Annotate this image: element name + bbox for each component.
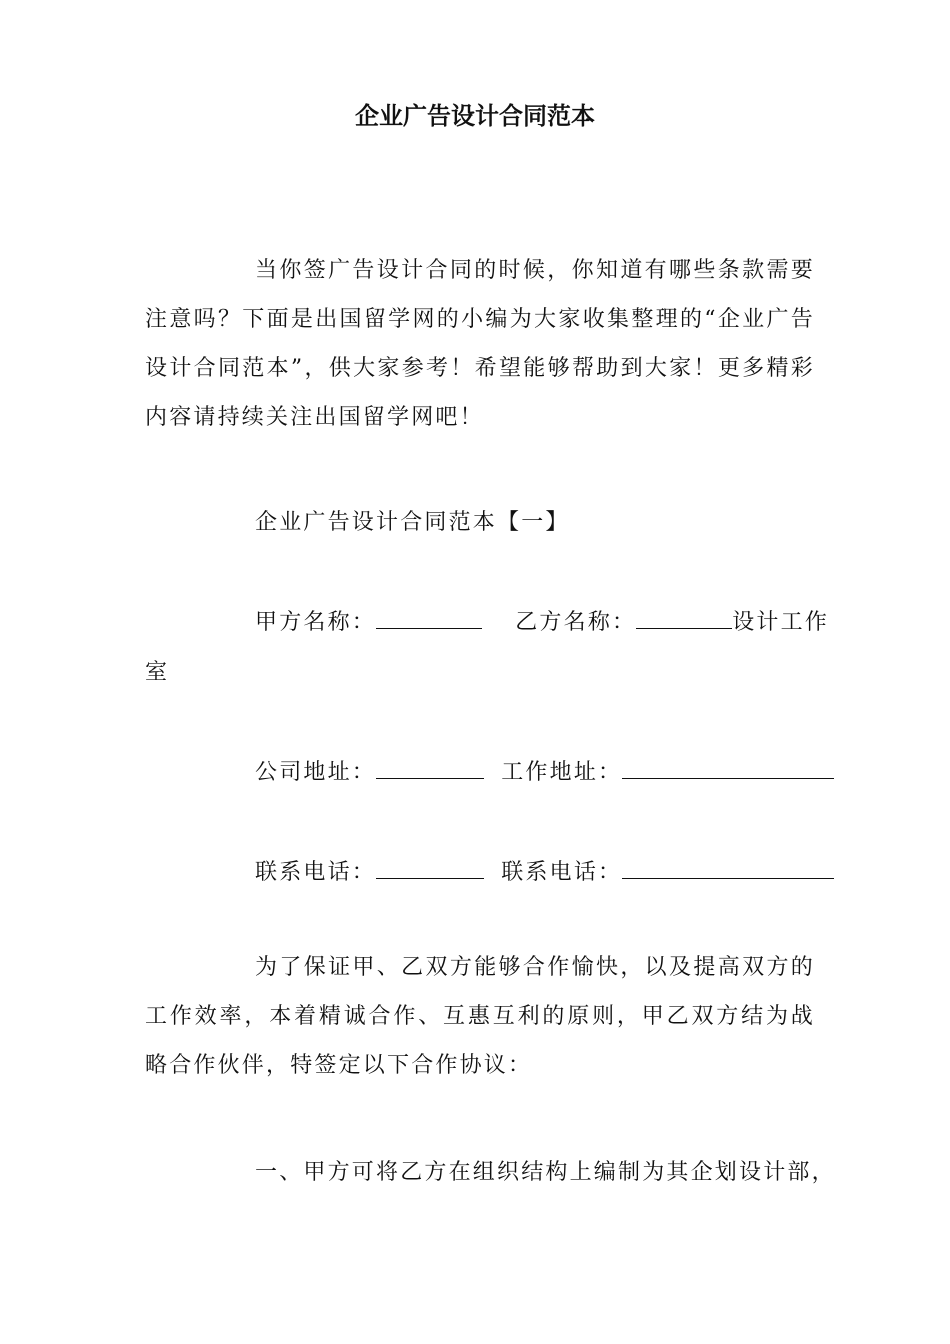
party-b-name-blank <box>636 608 732 629</box>
purpose-paragraph: 为了保证甲、乙双方能够合作愉快，以及提高双方的工作效率，本着精诚合作、互惠互利的原则，甲乙双方结为战略合作伙伴，特签定以下合作协议： <box>145 955 815 1078</box>
address-row <box>255 755 834 786</box>
clause-one: 一、甲方可将乙方在组织结构上编制为其企划设计部， <box>255 1160 836 1185</box>
company-address-label: 公司地址： <box>255 760 377 785</box>
party-a-name-blank <box>376 608 482 629</box>
phone-row <box>255 855 834 886</box>
work-address-blank <box>622 758 834 779</box>
phone-label-a: 联系电话： <box>255 860 377 885</box>
party-b-suffix: 设计工作 <box>732 610 830 635</box>
phone-label-b: 联系电话： <box>501 860 623 885</box>
party-a-name-label: 甲方名称： <box>255 610 377 635</box>
party-b-suffix-continuation: 室 <box>145 660 170 685</box>
party-names-row <box>255 605 829 636</box>
company-address-blank <box>376 758 484 779</box>
section-heading: 企业广告设计合同范本【一】 <box>255 510 570 535</box>
party-b-name-label: 乙方名称： <box>515 610 637 635</box>
work-address-label: 工作地址： <box>501 760 623 785</box>
phone-a-blank <box>376 858 484 879</box>
phone-b-blank <box>622 858 834 879</box>
intro-paragraph: 当你签广告设计合同的时候，你知道有哪些条款需要注意吗？下面是出国留学网的小编为大家收集整理的“企业广告设计合同范本”，供大家参考！希望能够帮助到大家！更多精彩内容请持续关注出国留学网吧！ <box>145 258 815 430</box>
document-title: 企业广告设计合同范本 <box>355 102 595 130</box>
